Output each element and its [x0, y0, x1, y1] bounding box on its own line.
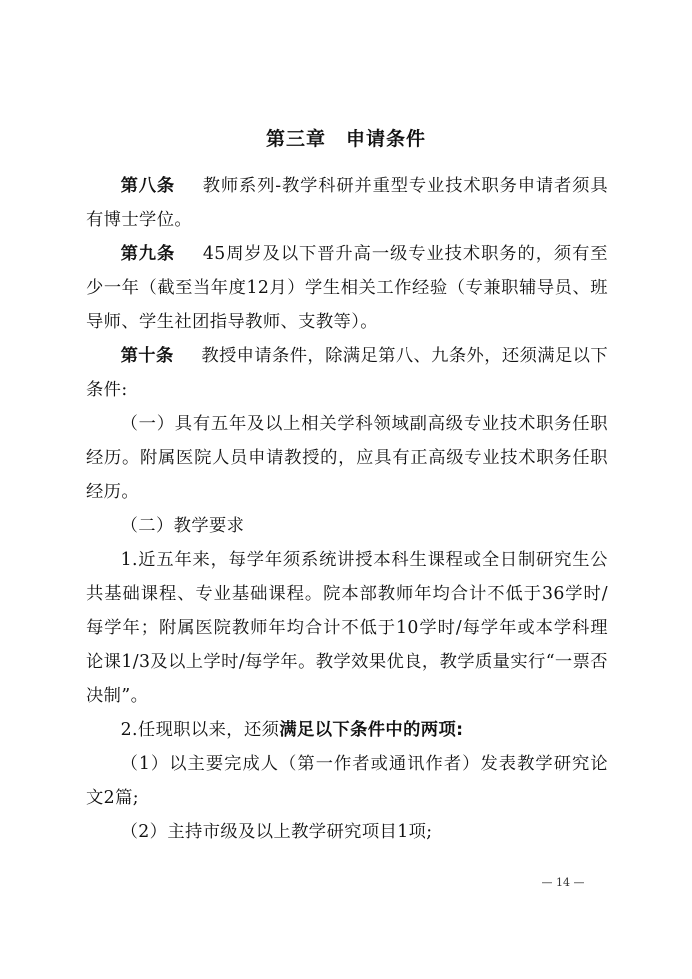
body-text [86, 169, 608, 849]
chapter-title [0, 124, 692, 154]
article-9-text: 45周岁及以下晋升高一级专业技术职务的，须有至少一年（截至当年度12月）学生相关工作经验（专兼职辅导员、班导师、学生社团指导教师、支教等）。 [86, 244, 608, 332]
item-2-1: 1.近五年来，每学年须系统讲授本科生课程或全日制研究生公共基础课程、专业基础课程。院本部教师年均合计不低于36学时/每学年；附属医院教师年均合计不低于10学时/每学年或本学科理论课1/3及以上学时/每学年。教学效果优良，教学质量实行“一票否决制”。 [86, 550, 608, 706]
sub-item-2: （2）主持市级及以上教学研究项目1项; [120, 822, 433, 842]
item-2-2-prefix: 2.任现职以来，还须 [120, 720, 280, 740]
article-10-heading: 第十条 [120, 346, 174, 366]
item-1: （一）具有五年及以上相关学科领域副高级专业技术职务任职经历。附属医院人员申请教授的，应具有正高级专业技术职务任职经历。 [86, 414, 608, 502]
item-2-title: （二）教学要求 [120, 516, 245, 536]
article-10 [86, 339, 608, 407]
article-9 [86, 237, 608, 339]
article-8 [86, 169, 608, 237]
item-2-2 [86, 713, 608, 747]
sub-item-1: （1）以主要完成人（第一作者或通讯作者）发表教学研究论文2篇; [86, 754, 608, 808]
article-10-text: 教授申请条件，除满足第八、九条外，还须满足以下条件: [86, 346, 608, 400]
item-2-2-emphasis: 满足以下条件中的两项: [279, 720, 464, 740]
page-number: — 14 — [541, 876, 585, 889]
chapter-number: 第三章 [265, 128, 326, 150]
article-8-text: 教师系列-教学科研并重型专业技术职务申请者须具有博士学位。 [86, 176, 608, 230]
article-8-heading: 第八条 [120, 176, 176, 196]
chapter-name: 申请条件 [346, 128, 427, 150]
article-9-heading: 第九条 [120, 244, 176, 264]
